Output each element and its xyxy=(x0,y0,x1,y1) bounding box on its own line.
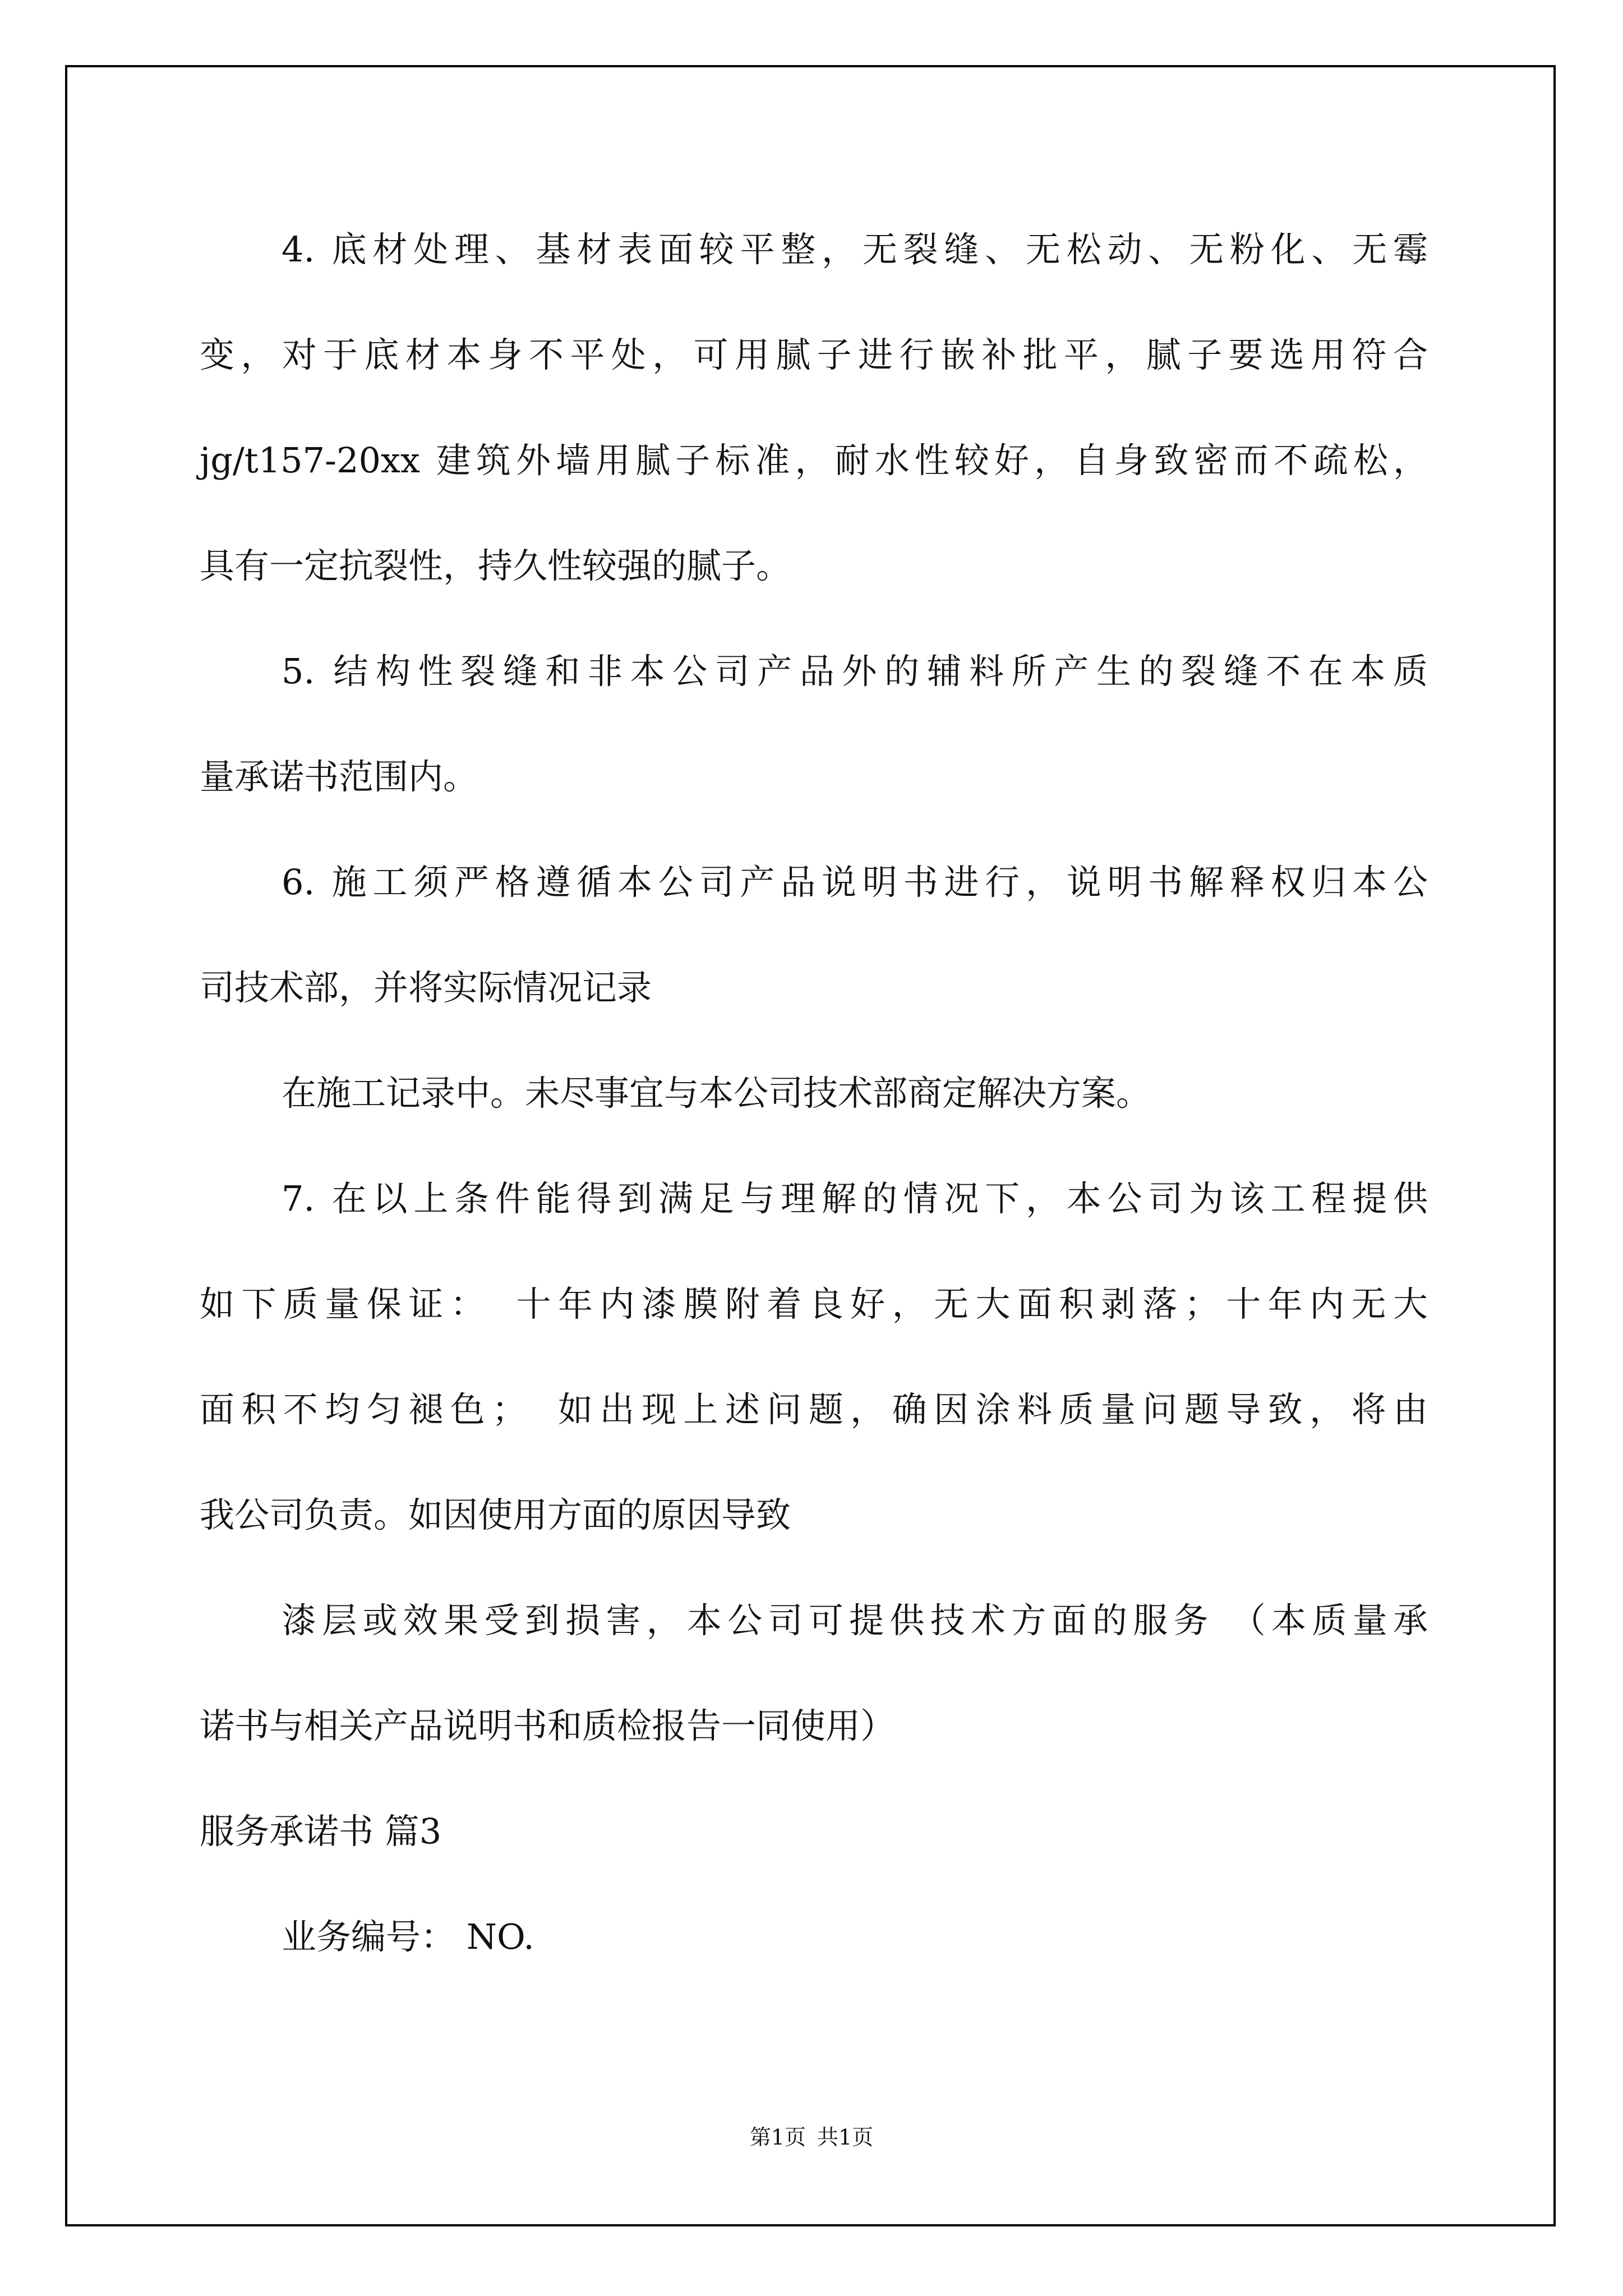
paragraph-5-line-1: 5. 结构性裂缝和非本公司产品外的辅料所产生的裂缝不在本质 xyxy=(282,651,1428,692)
business-number-line: 业务编号： NO. xyxy=(282,1916,534,1957)
paragraph-6b-line-1: 在施工记录中。未尽事宜与本公司技术部商定解决方案。 xyxy=(282,1073,1151,1114)
paragraph-4-line-1: 4. 底材处理、基材表面较平整，无裂缝、无松动、无粉化、无霉 xyxy=(282,229,1428,270)
paragraph-8-line-2: 诺书与相关产品说明书和质检报告一同使用） xyxy=(200,1705,896,1746)
paragraph-7-line-2: 如下质量保证： 十年内漆膜附着良好，无大面积剥落；十年内无大 xyxy=(200,1283,1428,1324)
paragraph-6-line-1: 6. 施工须严格遵循本公司产品说明书进行，说明书解释权归本公 xyxy=(282,862,1428,903)
page-footer xyxy=(0,2123,1623,2151)
page-current-label: 第1页 xyxy=(749,2125,806,2150)
page-total-label: 共1页 xyxy=(817,2125,874,2150)
paragraph-8-line-1: 漆层或效果受到损害，本公司可提供技术方面的服务 （本质量承 xyxy=(282,1600,1428,1641)
paragraph-5-line-2: 量承诺书范围内。 xyxy=(200,756,478,797)
paragraph-7-line-3: 面积不均匀褪色； 如出现上述问题，确因涂料质量问题导致，将由 xyxy=(200,1389,1428,1430)
page-border xyxy=(65,65,1556,2226)
section-heading: 服务承诺书 篇3 xyxy=(200,1811,442,1852)
paragraph-4-line-3: jg/t157-20xx 建筑外墙用腻子标准，耐水性较好，自身致密而不疏松， xyxy=(200,440,1428,481)
paragraph-7-line-1: 7. 在以上条件能得到满足与理解的情况下，本公司为该工程提供 xyxy=(282,1178,1428,1219)
paragraph-4-line-4: 具有一定抗裂性，持久性较强的腻子。 xyxy=(200,545,791,586)
paragraph-6-line-2: 司技术部，并将实际情况记录 xyxy=(200,967,652,1008)
paragraph-7-line-4: 我公司负责。如因使用方面的原因导致 xyxy=(200,1494,791,1535)
paragraph-4-line-2: 变，对于底材本身不平处，可用腻子进行嵌补批平，腻子要选用符合 xyxy=(200,334,1428,375)
